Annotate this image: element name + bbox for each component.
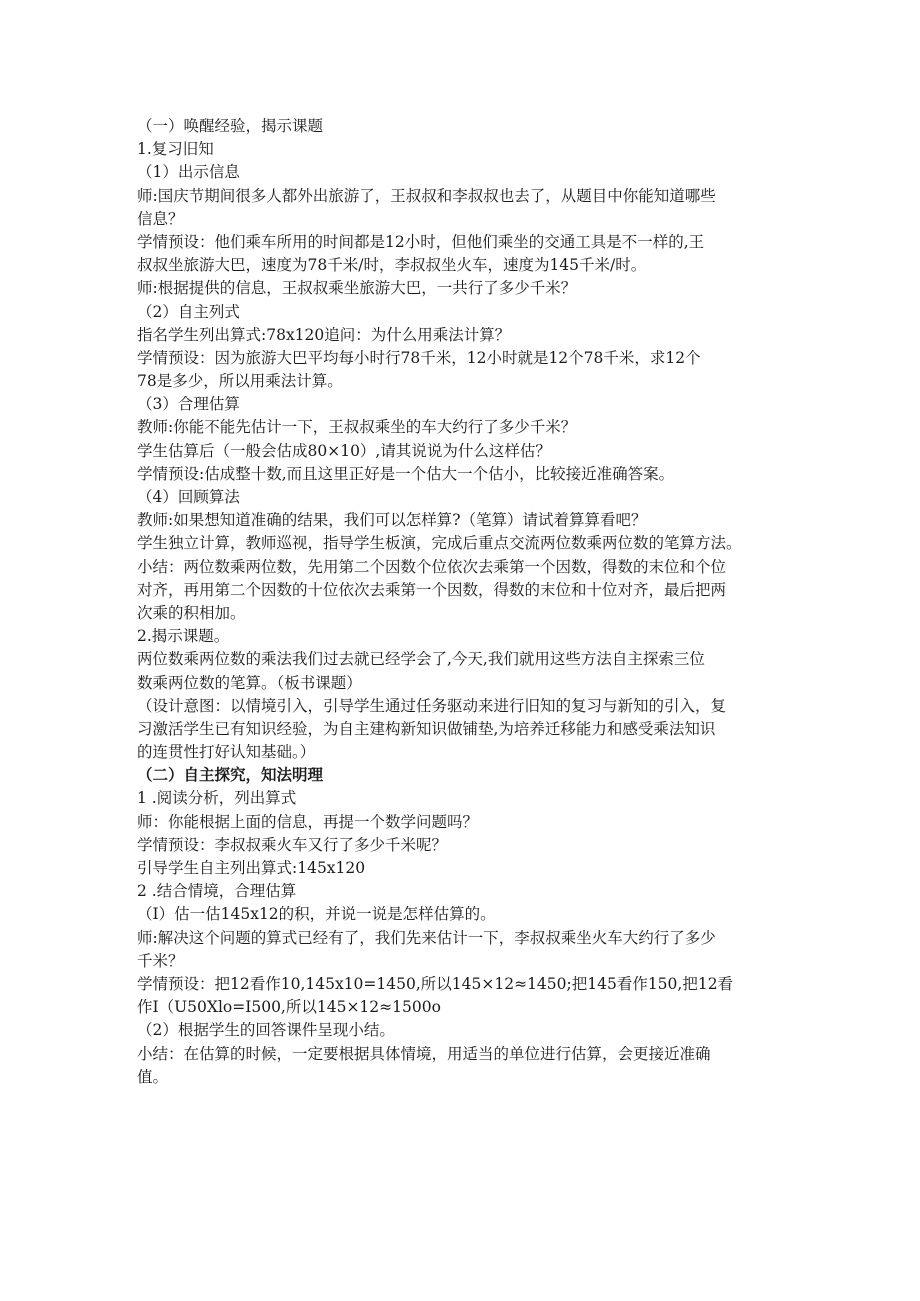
text-line: 学情预设：他们乘车所用的时间都是12小时，但他们乘坐的交通工具是不一样的,王 — [137, 232, 705, 251]
text-line: 师：你能根据上面的信息，再提一个数学问题吗？ — [137, 812, 479, 831]
text-line: 教师:你能不能先估计一下，王叔叔乘坐的车大约行了多少千米？ — [137, 418, 577, 437]
text-line: 1.复习旧知 — [137, 140, 214, 159]
text-line: 作I（U50Xlo=I500,所以145×12≈1500o — [137, 998, 441, 1017]
section-heading: （二）自主探究，知法明理 — [137, 766, 324, 785]
text-line: 值。 — [137, 1067, 169, 1086]
text-line: 两位数乘两位数的乘法我们过去就已经学会了,今天,我们就用这些方法自主探索三位 — [137, 650, 705, 669]
text-line: 学情预设:估成整十数,而且这里正好是一个估大一个估小，比较接近准确答案。 — [137, 464, 675, 483]
text-line: 指名学生列出算式:78x120追问：为什么用乘法计算？ — [137, 325, 511, 344]
text-line: 对齐，再用第二个因数的十位依次去乘第一个因数，得数的末位和十位对齐，最后把两 — [137, 580, 727, 599]
text-line: 小结：两位数乘两位数，先用第二个因数个位依次去乘第一个因数，得数的末位和个位 — [137, 557, 727, 576]
document-body — [137, 115, 787, 1089]
text-line: 1 .阅读分析，列出算式 — [137, 789, 297, 808]
text-line: （3）合理估算 — [137, 395, 240, 414]
text-line: （4）回顾算法 — [137, 488, 240, 506]
text-line: 信息？ — [137, 209, 184, 228]
text-line: 数乘两位数的笔算。（板书课题） — [137, 673, 362, 692]
text-line: （2）自主列式 — [137, 302, 240, 321]
text-line: 千米？ — [137, 951, 184, 970]
text-line: 学生估算后（一般会估成80×10）,请其说说为什么这样估？ — [137, 441, 551, 460]
text-line: （I）估一估145x12的积，并说一说是怎样估算的。 — [137, 905, 496, 924]
text-line: 2 .结合情境，合理估算 — [137, 882, 297, 901]
text-line: 小结：在估算的时候，一定要根据具体情境，用适当的单位进行估算，会更接近准确 — [137, 1044, 711, 1063]
text-line: 学情预设：因为旅游大巴平均每小时行78千米，12小时就是12个78千米，求12个 — [137, 348, 701, 367]
text-line: 学情预设：李叔叔乘火车又行了多少千米呢？ — [137, 835, 448, 854]
text-line: 叔叔坐旅游大巴，速度为78千米/时，李叔叔坐火车，速度为145千米/时。 — [137, 256, 647, 275]
text-line: 引导学生自主列出算式:145x120 — [137, 859, 366, 877]
text-line: 师:解决这个问题的算式已经有了，我们先来估计一下，李叔叔乘坐火车大约行了多少 — [137, 928, 716, 947]
text-line: 78是多少，所以用乘法计算。 — [137, 372, 343, 391]
text-line: 教师:如果想知道准确的结果，我们可以怎样算?（笔算）请试着算算看吧？ — [137, 511, 647, 530]
text-line: 习激活学生已有知识经验，为自主建构新知识做铺垫,为培养迁移能力和感受乘法知识 — [137, 719, 716, 738]
text-line: （1）出示信息 — [137, 163, 240, 182]
text-line: 学生独立计算，教师巡视，指导学生板演，完成后重点交流两位数乘两位数的笔算方法。 — [137, 534, 742, 553]
text-line: （一）唤醒经验，揭示课题 — [137, 117, 324, 135]
text-line: 师:根据提供的信息，王叔叔乘坐旅游大巴，一共行了多少千米？ — [137, 279, 577, 298]
text-line: 学情预设：把12看作10,145x10=1450,所以145×12≈1450;把145看作150,把12看 — [137, 974, 734, 993]
text-line: （设计意图：以情境引入，引导学生通过任务驱动来进行旧知的复习与新知的引入，复 — [137, 696, 727, 715]
text-line: 的连贯性打好认知基础。） — [137, 743, 316, 762]
text-line: 次乘的积相加。 — [137, 603, 246, 622]
text-line: 2.揭示课题。 — [137, 627, 230, 646]
text-line: （2）根据学生的回答课件呈现小结。 — [137, 1021, 395, 1040]
text-line: 师:国庆节期间很多人都外出旅游了，王叔叔和李叔叔也去了，从题目中你能知道哪些 — [137, 186, 716, 205]
